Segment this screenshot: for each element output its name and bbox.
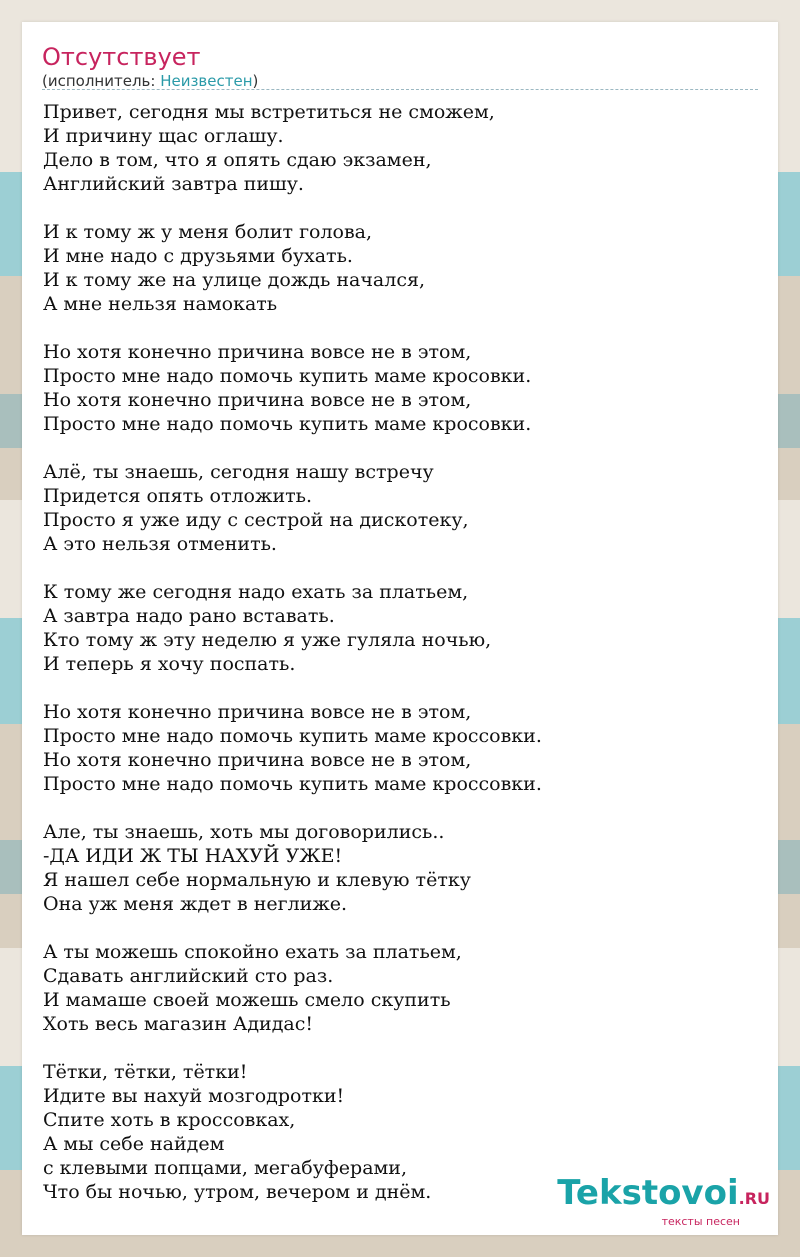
lyric-line: К тому же сегодня надо ехать за платьем, [43, 581, 469, 603]
lyric-line: Но хотя конечно причина вовсе не в этом, [43, 749, 472, 771]
artist-link[interactable]: Неизвестен [160, 72, 253, 90]
song-title: Отсутствует [42, 43, 201, 71]
lyrics-card [22, 22, 778, 1235]
artist-suffix: ) [252, 72, 259, 90]
lyric-line: А ты можешь спокойно ехать за платьем, [43, 941, 462, 963]
artist-prefix: (исполнитель: [42, 72, 161, 90]
lyric-line: Но хотя конечно причина вовсе не в этом, [43, 389, 472, 411]
lyric-line: Алё, ты знаешь, сегодня нашу встречу [43, 461, 434, 483]
lyric-line: Просто мне надо помочь купить маме кросовки. [43, 413, 532, 435]
stanza [43, 580, 759, 676]
lyric-line: Просто мне надо помочь купить маме кроссовки. [43, 725, 542, 747]
lyric-line: Хоть весь магазин Адидас! [43, 1013, 313, 1035]
stanza [43, 100, 759, 196]
site-logo[interactable] [557, 1173, 770, 1228]
lyric-line: Привет, сегодня мы встретиться не сможем, [43, 101, 495, 123]
lyric-line: Но хотя конечно причина вовсе не в этом, [43, 701, 472, 723]
lyric-line: А это нельзя отменить. [43, 533, 277, 555]
artist-line [42, 72, 758, 90]
logo-tld: .RU [738, 1189, 770, 1208]
lyric-line: Английский завтра пишу. [43, 173, 304, 195]
lyric-line: И к тому ж у меня болит голова, [43, 221, 373, 243]
lyrics-body [43, 100, 759, 1228]
lyric-line: И к тому же на улице дождь начался, [43, 269, 425, 291]
song-header [42, 42, 758, 90]
lyric-line: Але, ты знаешь, хоть мы договорились.. [43, 821, 445, 843]
lyric-line: И мамаше своей можешь смело скупить [43, 989, 451, 1011]
lyric-line: Но хотя конечно причина вовсе не в этом, [43, 341, 472, 363]
logo-name: Tekstovoi [557, 1173, 739, 1213]
lyric-line: Дело в том, что я опять сдаю экзамен, [43, 149, 432, 171]
lyric-line: с клевыми попцами, мегабуферами, [43, 1157, 408, 1179]
logo-tagline: тексты песен [661, 1215, 740, 1228]
lyric-line: И мне надо с друзьями бухать. [43, 245, 353, 267]
lyric-line: Сдавать английский сто раз. [43, 965, 334, 987]
lyric-line: Придется опять отложить. [43, 485, 312, 507]
stanza [43, 940, 759, 1036]
stanza [43, 700, 759, 796]
lyric-line: Просто мне надо помочь купить маме кроссовки. [43, 773, 542, 795]
lyric-line: -ДА ИДИ Ж ТЫ НАХУЙ УЖЕ! [43, 845, 343, 867]
stanza [43, 460, 759, 556]
lyric-line: Она уж меня ждет в неглиже. [43, 893, 348, 915]
lyric-line: И причину щас оглашу. [43, 125, 284, 147]
lyric-line: Спите хоть в кроссовках, [43, 1109, 296, 1131]
lyric-line: А мы себе найдем [43, 1133, 225, 1155]
stanza [43, 220, 759, 316]
lyric-line: Идите вы нахуй мозгодротки! [43, 1085, 345, 1107]
lyric-line: Просто мне надо помочь купить маме кросовки. [43, 365, 532, 387]
stanza [43, 820, 759, 916]
lyric-line: Что бы ночью, утром, вечером и днём. [43, 1181, 432, 1203]
logo-wordmark [557, 1173, 770, 1216]
header-divider [42, 89, 758, 90]
lyric-line: А мне нельзя намокать [43, 293, 278, 315]
lyric-line: А завтра надо рано вставать. [43, 605, 335, 627]
lyric-line: Кто тому ж эту неделю я уже гуляла ночью, [43, 629, 492, 651]
stanza [43, 340, 759, 436]
lyric-line: Тётки, тётки, тётки! [43, 1061, 248, 1083]
lyric-line: Просто я уже иду с сестрой на дискотеку, [43, 509, 469, 531]
lyric-line: И теперь я хочу поспать. [43, 653, 296, 675]
lyric-line: Я нашел себе нормальную и клевую тётку [43, 869, 471, 891]
